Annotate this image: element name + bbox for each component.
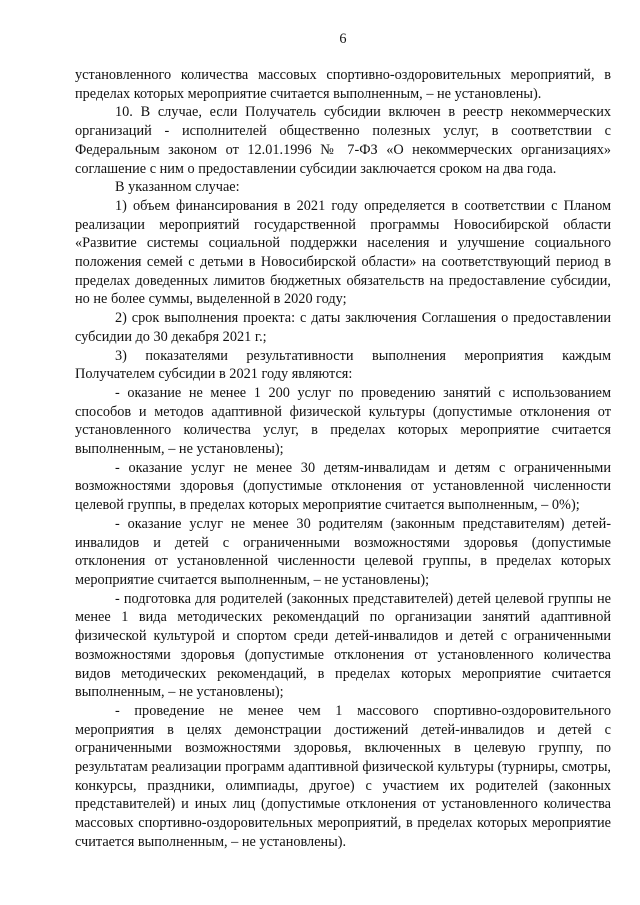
bullet-mass-event: - проведение не менее чем 1 массового спортивно-оздоровительного мероприятия в целях демонстрации достижений детей-инвалидов и детей с ограниченными возможностями здоровья, включенных в целевую группу, по результатам реализации программ адаптивной физической культуры (турниры, смотры, конкурсы, праздники, олимпиады, другое) с участием их родителей (законных представителей) и иных лиц (допустимые отклонения от установленного количества массовых спортивно-оздоровительных мероприятий, в пределах которых мероприятие считается выполненным, – не установлены). <box>75 702 611 850</box>
paragraph-continuation: установленного количества массовых спортивно-оздоровительных мероприятий, в пределах которых мероприятие считается выполненным, – не установлены). <box>75 67 611 102</box>
page-number: 6 <box>339 31 347 47</box>
paragraph-item-1: 1) объем финансирования в 2021 году определяется в соответствии с Планом реализации мероприятий государственной программы Новосибирской области «Развитие системы социальной поддержки населения и улучшение социального положения семей с детьми в Новосибирской области» на соответствующий период в пределах доведенных лимитов бюджетных обязательств на предоставление субсидии, но не более суммы, выделенной в 2020 году; <box>75 197 611 308</box>
bullet-services-1200: - оказание не менее 1 200 услуг по проведению занятий с использованием способов и методов адаптивной физической культуры (допустимые отклонения от установленного количества услуг, в пределах которых мероприятие считается выполненным, – не установлены); <box>75 384 611 458</box>
paragraph-item-2: 2) срок выполнения проекта: с даты заключения Соглашения о предоставлении субсидии до 30 декабря 2021 г.; <box>75 310 611 345</box>
paragraph-clause-10: 10. В случае, если Получатель субсидии включен в реестр некоммерческих организаций - исполнителей общественно полезных услуг, в соответствии с Федеральным законом от 12.01.1996 № 7-ФЗ «О некоммерческих организациях» соглашение с ним о предоставлении субсидии заключается сроком на два года. <box>75 104 611 177</box>
bullet-parents-30: - оказание услуг не менее 30 родителям (законным представителям) детей-инвалидов и детей с ограниченными возможностями здоровья (допустимые отклонения от установленной численности целевой группы, в пределах которых мероприятие считается выполненным, – не установлены); <box>75 515 611 588</box>
document-page <box>75 30 611 852</box>
paragraph-item-3: 3) показателями результативности выполнения мероприятия каждым Получателем субсидии в 2021 году являются: <box>75 347 611 383</box>
bullet-children-30: - оказание услуг не менее 30 детям-инвалидам и детям с ограниченными возможностями здоровья (допустимые отклонения от установленной численности целевой группы, в пределах которых мероприятие считается выполненным, – 0%); <box>75 459 611 514</box>
bullet-methodical-recommendations: - подготовка для родителей (законных представителей) детей целевой группы не менее 1 вида методических рекомендаций по организации занятий адаптивной физической культурой и спортом среди детей-инвалидов и детей с ограниченными возможностями здоровья (допустимые отклонения от установленного количества видов методических рекомендаций, в пределах которых мероприятие считается выполненным, – не установлены); <box>75 590 611 701</box>
paragraph-in-this-case: В указанном случае: <box>115 179 240 196</box>
